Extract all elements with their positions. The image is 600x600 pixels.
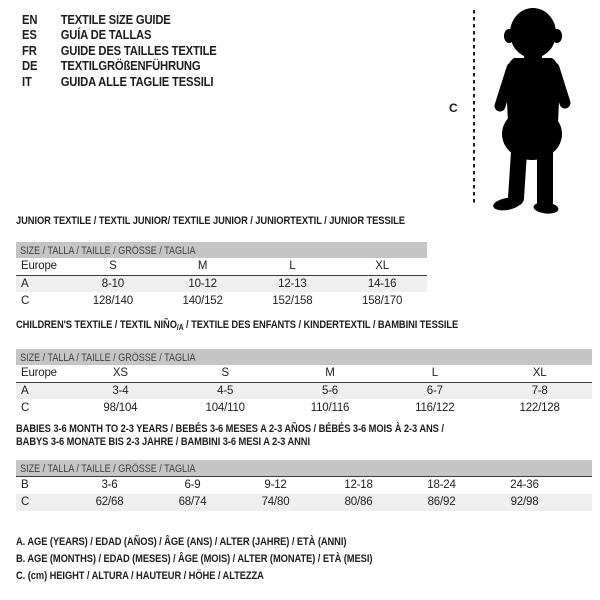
row-label: B <box>21 479 29 492</box>
language-label: GUIDA ALLE TAGLIE TESSILI <box>60 74 214 89</box>
footnote-age-months: B. AGE (MONTHS) / EDAD (MESES) / ÂGE (MOIS) / ALTER (MONATE) / ETÀ (MESI) <box>16 553 373 566</box>
table-row-months <box>16 477 592 494</box>
value-cell: 12-18 <box>344 479 373 492</box>
value-cell: 110/116 <box>310 401 350 414</box>
language-row-fr <box>22 44 217 59</box>
junior-size-table <box>16 258 427 309</box>
babies-table-title-line2: BABYS 3-6 MONATE BIS 2-3 JAHRE / BAMBINI 3-6 MESI A 2-3 ANNI <box>16 436 310 448</box>
size-header-text: SIZE / TALLA / TAILLE / GRÖSSE / TAGLIA <box>20 352 196 364</box>
row-label: C <box>21 496 30 508</box>
value-cell: 8-10 <box>101 277 124 290</box>
size-cell: M <box>158 258 248 275</box>
footnotes-block <box>16 534 435 586</box>
table-row-europe <box>16 365 592 382</box>
babies-textile-section <box>16 423 592 511</box>
title-text: / TEXTILE DES ENFANTS / KINDERTEXTIL / BAMBINI TESSILE <box>183 319 459 331</box>
value-cell: 9-12 <box>264 479 287 492</box>
value-cell: 86/92 <box>427 496 456 508</box>
row-label: A <box>21 384 29 397</box>
spacer-cell <box>566 494 592 511</box>
babies-size-table <box>16 476 592 511</box>
value-cell: 6-7 <box>426 384 443 397</box>
title-text: CHILDREN'S TEXTILE / TEXTIL NIÑO <box>16 319 177 331</box>
size-cell: XS <box>68 365 173 382</box>
value-cell: 18-24 <box>427 479 456 492</box>
row-label: A <box>21 277 29 290</box>
value-cell: 5-6 <box>321 384 338 397</box>
value-cell: 128/140 <box>92 294 133 307</box>
junior-textile-section <box>16 215 427 309</box>
size-cell: XL <box>337 258 427 275</box>
size-cell: M <box>278 365 383 382</box>
children-table-title <box>16 319 506 334</box>
junior-table-title: JUNIOR TEXTILE / TEXTIL JUNIOR/ TEXTILE JUNIOR / JUNIORTEXTIL / JUNIOR TESSILE <box>16 215 405 227</box>
value-cell: 122/128 <box>519 401 560 414</box>
title-subscript: /A <box>176 323 184 332</box>
value-cell: 68/74 <box>178 496 207 508</box>
language-row-de <box>22 59 217 74</box>
language-row-it <box>22 75 217 90</box>
size-cell: S <box>173 365 278 382</box>
value-cell: 10-12 <box>188 277 217 290</box>
language-code: IT <box>22 74 32 89</box>
size-header-text: SIZE / TALLA / TAILLE / GRÖSSE / TAGLIA <box>20 463 196 475</box>
value-cell: 14-16 <box>367 277 397 290</box>
language-label: GUIDE DES TAILLES TEXTILE <box>60 43 217 58</box>
value-cell: 7-8 <box>531 384 548 397</box>
babies-table-title-line1: BABIES 3-6 MONTH TO 2-3 YEARS / BEBÉS 3-6 MESES A 2-3 AÑOS / BÉBÉS 3-6 MOIS À 2-3 ANS / <box>16 423 444 435</box>
row-label: Europe <box>16 365 68 382</box>
children-textile-section <box>16 319 592 416</box>
row-label: C <box>21 401 30 414</box>
height-measure-label: C <box>449 101 458 115</box>
size-cell: S <box>68 258 158 275</box>
language-code: EN <box>22 13 38 27</box>
value-cell: 116/122 <box>415 401 455 414</box>
value-cell: 3-6 <box>101 479 118 492</box>
language-title-block <box>22 13 238 90</box>
language-label: TEXTILE SIZE GUIDE <box>60 13 171 27</box>
size-cell: L <box>382 365 487 382</box>
size-cell: L <box>248 258 338 275</box>
value-cell: 24-36 <box>510 479 539 492</box>
value-cell: 6-9 <box>184 479 201 492</box>
row-label: C <box>21 294 30 307</box>
size-header-text: SIZE / TALLA / TAILLE / GRÖSSE / TAGLIA <box>20 245 196 257</box>
spacer-cell <box>566 477 592 494</box>
value-cell: 158/170 <box>362 294 403 307</box>
footnote-age-years: A. AGE (YEARS) / EDAD (AÑOS) / ÂGE (ANS) / ALTER (JAHRE) / ETÀ (ANNI) <box>16 536 347 548</box>
height-dashed-line <box>473 10 475 205</box>
language-label: GUÍA DE TALLAS <box>60 28 152 43</box>
table-row-europe <box>16 258 427 275</box>
table-row-age <box>16 275 427 292</box>
value-cell: 98/104 <box>103 401 138 414</box>
language-row-en <box>22 13 217 28</box>
value-cell: 140/152 <box>182 294 223 307</box>
language-code: DE <box>22 59 38 74</box>
size-cell: XL <box>487 365 592 382</box>
size-header-bar <box>16 349 592 365</box>
baby-silhouette-icon <box>486 6 578 214</box>
value-cell: 104/110 <box>205 401 245 414</box>
table-row-height <box>16 494 592 511</box>
children-size-table <box>16 365 592 416</box>
language-label: TEXTILGRÖßENFÜHRUNG <box>60 59 201 74</box>
table-row-height <box>16 399 592 416</box>
value-cell: 80/86 <box>344 496 373 508</box>
language-row-es <box>22 28 217 43</box>
footnote-height: C. (cm) HEIGHT / ALTURA / HAUTEUR / HÖHE / ALTEZZA <box>16 570 264 583</box>
value-cell: 92/98 <box>510 496 539 508</box>
value-cell: 62/68 <box>95 496 124 508</box>
value-cell: 4-5 <box>217 384 234 397</box>
language-code: ES <box>22 28 37 43</box>
row-label: Europe <box>16 258 68 275</box>
value-cell: 3-4 <box>112 384 129 397</box>
table-row-height <box>16 292 427 309</box>
table-row-age <box>16 382 592 399</box>
size-header-bar <box>16 460 592 476</box>
value-cell: 152/158 <box>272 294 313 307</box>
value-cell: 74/80 <box>261 496 290 508</box>
language-code: FR <box>22 43 37 58</box>
value-cell: 12-13 <box>278 277 307 290</box>
size-header-bar <box>16 242 427 258</box>
